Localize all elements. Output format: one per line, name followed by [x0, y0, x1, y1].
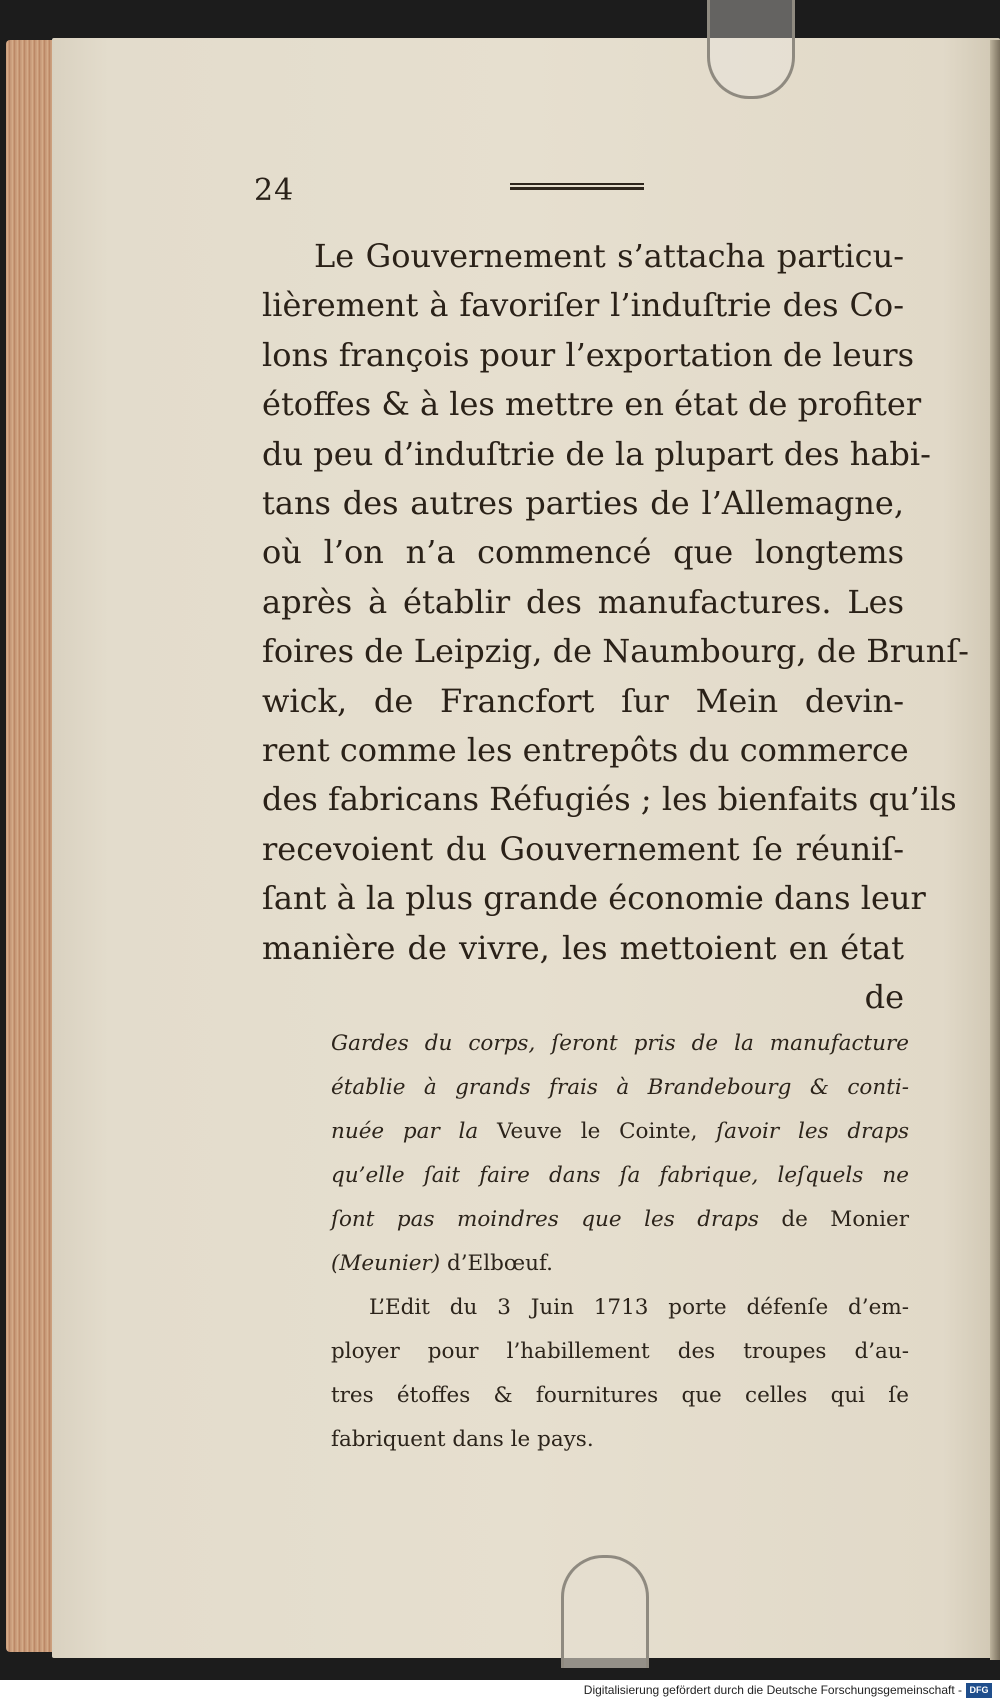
text-line: tans des autres parties de l’Allemagne, — [262, 484, 904, 523]
text-line: Le Gouvernement s’attacha particu- — [314, 237, 904, 275]
footnote-line: qu’elle ſait faire dans ſa fabrique, leſquels ne — [331, 1163, 909, 1188]
page-gutter-shadow — [990, 40, 1000, 1660]
text-line: ſant à la plus grande économie dans leur — [262, 879, 926, 918]
header-rule — [510, 183, 644, 192]
footnote-line: ployer pour l’habillement des troupes d’au- — [331, 1339, 909, 1364]
footnote-italic: ſont pas moindres que les draps — [331, 1207, 759, 1232]
text-line: rent comme les entrepôts du commerce — [262, 731, 909, 770]
footnote-italic: nuée par la — [331, 1119, 479, 1144]
catchword: de — [864, 978, 904, 1017]
dfg-logo: DFG — [966, 1683, 992, 1698]
page-clip-top — [707, 0, 795, 99]
footnote-roman: Veuve le Cointe, — [496, 1119, 698, 1144]
text-line: lièrement à favoriſer l’induſtrie des Co- — [262, 286, 904, 325]
text-line: où l’on n’a commencé que longtems — [262, 533, 904, 572]
text-line: des fabricans Réfugiés ; les bienfaits qu’ils — [262, 780, 957, 819]
footnote-line — [331, 1198, 909, 1242]
text-line: étoffes & à les mettre en état de profiter — [262, 385, 922, 424]
text-line: recevoient du Gouvernement ſe réuniſ- — [262, 829, 904, 868]
footnote-line: établie à grands frais à Brandebourg & conti- — [331, 1075, 909, 1100]
text-line: foires de Leipzig, de Naumbourg, de Brunſ- — [262, 632, 969, 671]
page-number: 24 — [254, 173, 295, 208]
footnote-roman: d’Elbœuf. — [446, 1251, 553, 1276]
footnote-line: Gardes du corps, ſeront pris de la manufacture — [331, 1031, 909, 1056]
footnote-line: fabriquent dans le pays. — [331, 1427, 594, 1452]
footnote-line: L’Edit du 3 Juin 1713 porte défenſe d’em- — [369, 1295, 909, 1320]
funding-credit: Digitalisierung gefördert durch die Deutsche Forschungsgemeinschaft - — [583, 1683, 962, 1697]
footnote-line — [331, 1110, 909, 1154]
text-line: du peu d’induſtrie de la plupart des habi- — [262, 434, 931, 473]
text-line: manière de vivre, les mettoient en état — [262, 928, 904, 967]
main-text-block — [262, 232, 969, 1023]
footnote-italic: ſavoir les draps — [716, 1119, 909, 1144]
page-clip-bottom — [561, 1555, 649, 1668]
footnote-block — [331, 1022, 909, 1462]
footnote-line — [331, 1242, 909, 1286]
footnote-line: tres étoffes & fournitures que celles qui ſe — [331, 1383, 909, 1408]
footnote-roman: de Monier — [781, 1207, 909, 1232]
text-line: lons françois pour l’exportation de leurs — [262, 335, 914, 374]
text-line: après à établir des manufactures. Les — [262, 582, 904, 621]
footnote-italic: (Meunier) — [331, 1251, 441, 1276]
text-line: wick, de Francfort ſur Mein devin- — [262, 681, 904, 720]
